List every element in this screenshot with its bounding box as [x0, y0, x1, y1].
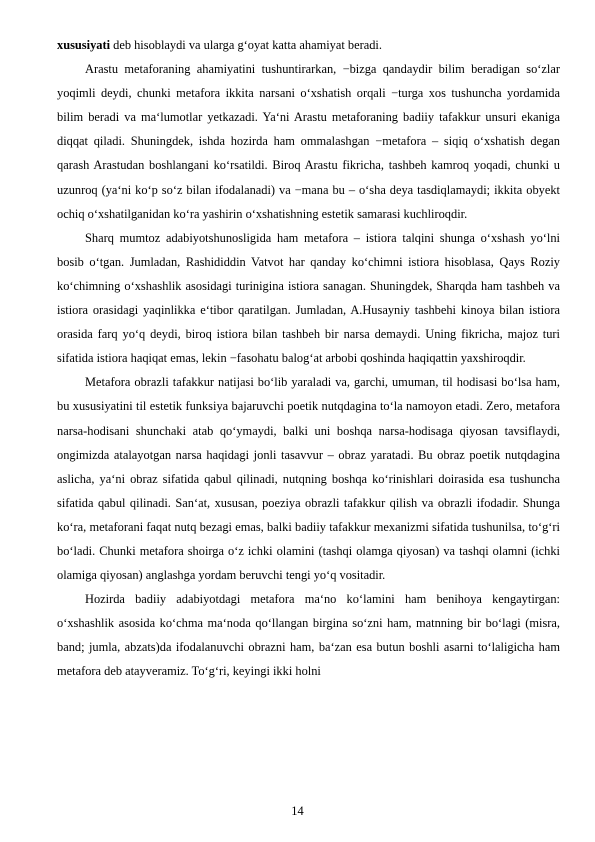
bold-term: xususiyati	[57, 38, 111, 52]
paragraph-3: Sharq mumtoz adabiyotshunosligida ham metafora – istiora talqini shunga o‘xshash yo‘lni bosib o‘tgan. Jumladan, Rashididdin Vatvot har qanday ko‘chimni istiora hisoblasa, Qays Roziy ko‘chimning o‘xshashlik asosidagi turinigina istiora sanagan. Shuningdek, Sharqda ham tashbeh va istiora orasidagi yaqinlikka e‘tibor qaratilgan. Jumladan, A.Husayniy tashbehi kinoya bilan istiora orasida farq yo‘q deydi, biroq istiora bilan tashbeh bir narsa demaydi. Uning fikricha, majoz turi sifatida istiora haqiqat emas, lekin −fasohatu balog‘at arbobi qoshinda haqiqattin yaxshiroqdir.	[57, 230, 560, 366]
paragraph-5: Hozirda badiiy adabiyotdagi metafora ma‘no ko‘lamini ham benihoya kengaytirgan: o‘xshashlik asosida ko‘chma ma‘noda qo‘llangan birgina so‘zni ham, matnning bir bo‘lagi (misra, band; jumla, abzats)da ifodalanuvchi obrazni ham, ba‘zan esa butun boshli asarni to‘laligicha ham metafora deb atayveramiz. To‘g‘ri, keyingi ikki holni	[57, 592, 560, 679]
body-text	[57, 33, 560, 684]
paragraph-1	[57, 33, 560, 57]
paragraph-1-text: deb hisoblaydi va ularga g‘oyat katta ahamiyat beradi.	[110, 38, 382, 52]
paragraph-2: Arastu metaforaning ahamiyatini tushuntirarkan, −bizga qandaydir bilim beradigan so‘zlar yoqimli deydi, chunki metafora ikkita narsani o‘xshatish orqali −turga xos tushuncha yordamida bilim beradi va ma‘lumotlar yetkazadi. Ya‘ni Arastu metaforaning badiiy tafakkur unsuri ekaniga diqqat qiladi. Shuningdek, ishda hozirda ham ommalashgan −metafora – siqiq o‘xshatish degan qarash Arastudan boshlangani ko‘rsatildi. Biroq Arastu fikricha, tashbeh kamroq yoqadi, chunki u uzunroq (ya‘ni ko‘p so‘z bilan ifodalanadi) va −mana bu – o‘sha deya tasdiqlamaydi; ikkita obyekt ochiq o‘xshatilganidan ko‘ra yashirin o‘xshatishning estetik samarasi kuchliroqdir.	[57, 62, 560, 221]
page-number: 14	[291, 804, 304, 818]
paragraph-4: Metafora obrazli tafakkur natijasi bo‘lib yaraladi va, garchi, umuman, til hodisasi bo‘lsa ham, bu xususiyatini til estetik funksiya bajaruvchi poetik nutqdagina to‘la namoyon etadi. Zero, metafora narsa-hodisani shunchaki atab qo‘ymaydi, balki uni boshqa narsa-hodisaga qiyosan tavsiflaydi, ongimizda atalayotgan narsa haqidagi jonli tasavvur – obraz yaratadi. Bu obraz poetik nutqdagina aslicha, ya‘ni obraz sifatida qabul qilinadi, nutqning boshqa ko‘rinishlari doirasida esa tushuncha sifatida qabul qilinadi. San‘at, xususan, poeziya obrazli tafakkur qilish va obrazli ifodadir. Shunga ko‘ra, metaforani faqat nutq bezagi emas, balki badiiy tafakkur mexanizmi sifatida tushunilsa, to‘g‘ri bo‘ladi. Chunki metafora shoirga o‘z ichki olamini (tashqi olamga qiyosan) va tashqi olamni (ichki olamiga qiyosan) anglashga yordam beruvchi tengi yo‘q vositadir.	[57, 375, 560, 583]
